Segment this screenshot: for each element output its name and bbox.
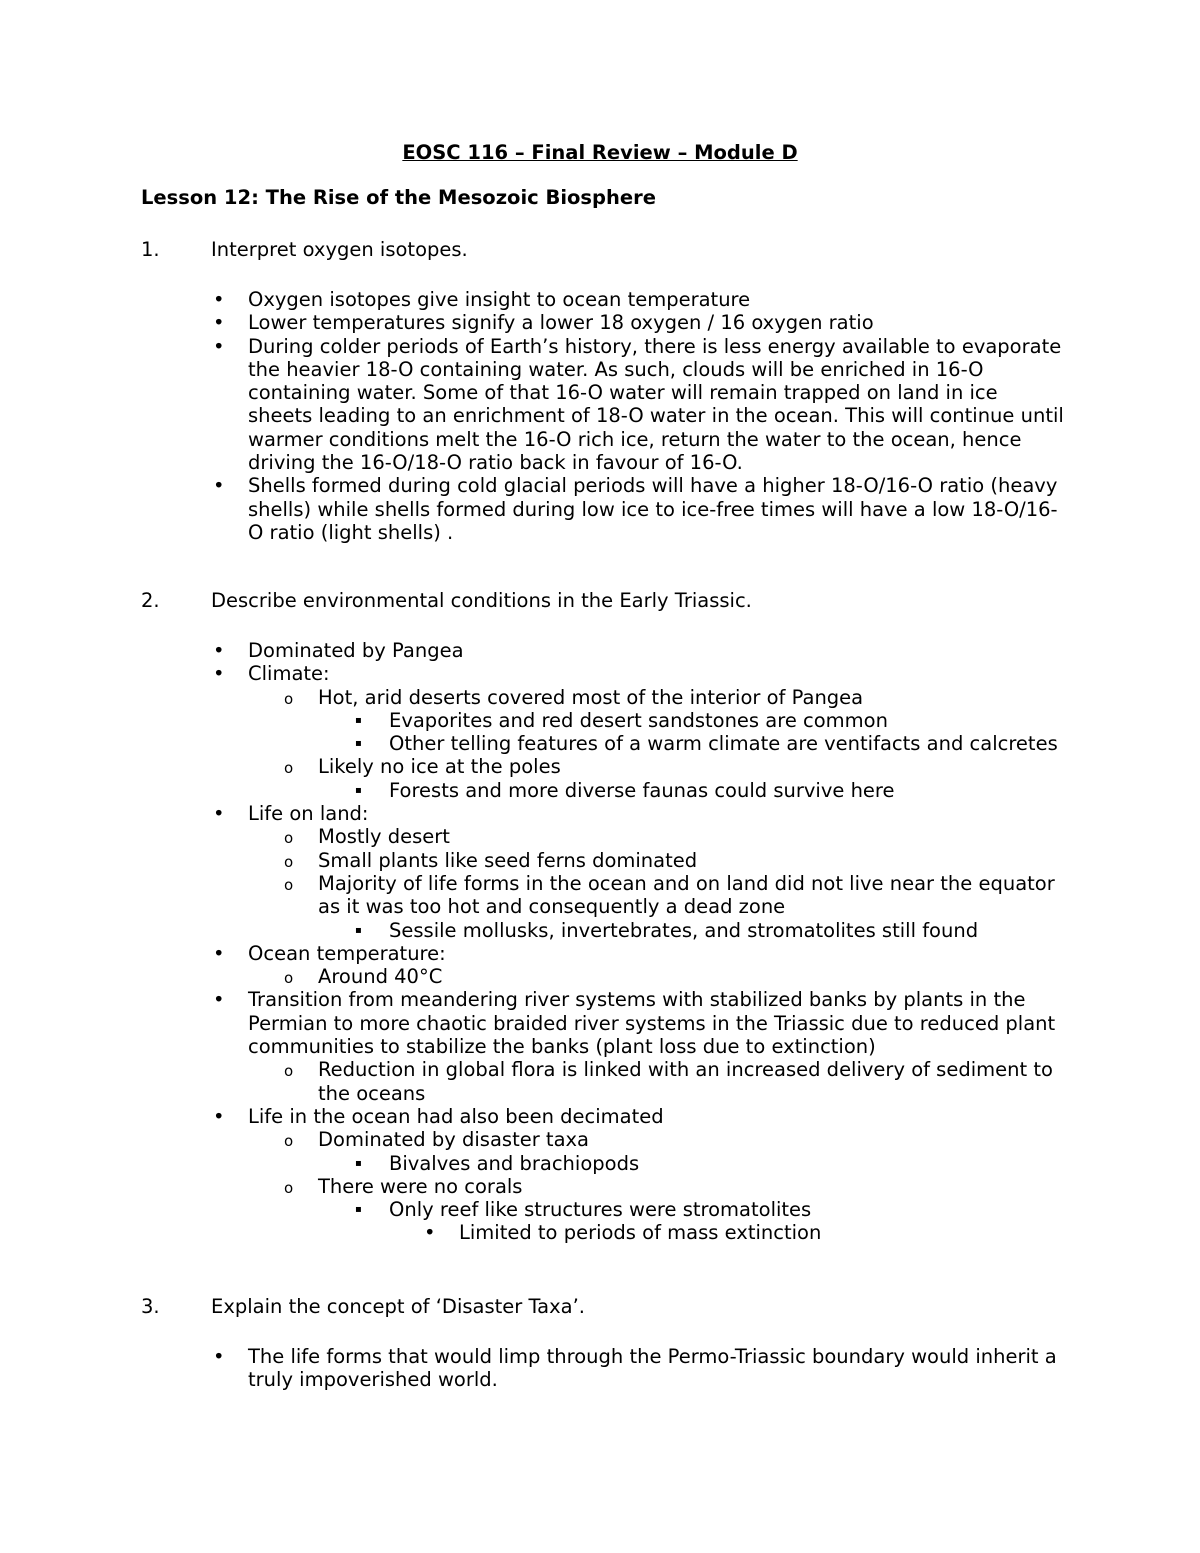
list-item: o Around 40°C bbox=[141, 965, 1064, 988]
list-item: • The life forms that would limp through the Permo-Triassic boundary would inherit a truly impoverished world. bbox=[213, 1345, 1057, 1392]
lesson-heading: Lesson 12: The Rise of the Mesozoic Biosphere bbox=[141, 186, 656, 209]
question-text: Explain the concept of ‘Disaster Taxa’. bbox=[211, 1295, 586, 1318]
bullet-marker: • bbox=[213, 662, 225, 686]
bullet-marker: • bbox=[213, 639, 225, 662]
list-item: o Hot, arid deserts covered most of the interior of Pangea bbox=[141, 686, 1064, 709]
bullet-marker: • bbox=[213, 802, 225, 826]
question-2-answers bbox=[141, 639, 1064, 1245]
question-text: Interpret oxygen isotopes. bbox=[211, 238, 468, 261]
question-number: 2. bbox=[141, 589, 160, 612]
list-item: o There were no corals bbox=[141, 1175, 1064, 1198]
circle-marker: o bbox=[284, 1062, 294, 1081]
list-item: • Life on land: bbox=[213, 802, 369, 826]
list-item: • Climate: bbox=[213, 662, 330, 686]
list-item: • Life in the ocean had also been decimated bbox=[213, 1104, 664, 1128]
circle-marker: o bbox=[284, 689, 294, 708]
question-3-answers bbox=[141, 1345, 1064, 1392]
square-marker: ▪ bbox=[355, 1204, 362, 1216]
list-item: o Dominated by disaster taxa bbox=[141, 1128, 1064, 1151]
list-item: • Lower temperatures signify a lower 18 oxygen / 16 oxygen ratio bbox=[213, 311, 874, 335]
list-item: ▪ Forests and more diverse faunas could survive here bbox=[355, 778, 895, 802]
list-item: o Likely no ice at the poles bbox=[141, 755, 1064, 778]
bullet-marker: • bbox=[213, 474, 225, 498]
list-item: • During colder periods of Earth’s history, there is less energy available to evaporate the heavier 18-O containing water. As such, clouds will be enriched in 16-O containing water. Some of that 16-O water will remain trapped on land in ice sheets leading to an enrichment of 18-O water in the ocean. This will continue until warmer conditions melt the 16-O rich ice, return the water to the ocean, hence driving the 16-O/18-O ratio back in favour of 16-O. bbox=[213, 334, 1064, 475]
list-item: • Dominated by Pangea bbox=[213, 639, 464, 662]
bullet-marker: • bbox=[213, 941, 225, 965]
bullet-marker: • bbox=[213, 1104, 225, 1128]
circle-marker: o bbox=[284, 829, 294, 848]
bullet-marker: • bbox=[424, 1221, 436, 1245]
list-item: o Reduction in global flora is linked with an increased delivery of sediment to the oceans bbox=[284, 1058, 1053, 1105]
list-item: ▪ Bivalves and brachiopods bbox=[355, 1151, 640, 1175]
square-marker: ▪ bbox=[355, 714, 362, 726]
list-item: • Shells formed during cold glacial periods will have a higher 18-O/16-O ratio (heavy shells) while shells formed during low ice to ice-free times will have a low 18-O/16-O ratio (light shells) . bbox=[213, 474, 1058, 544]
list-item: • Oxygen isotopes give insight to ocean temperature bbox=[213, 288, 751, 311]
list-item: ▪ Other telling features of a warm climate are ventifacts and calcretes bbox=[355, 732, 1058, 756]
square-marker: ▪ bbox=[355, 784, 362, 796]
list-item: ▪ Only reef like structures were stromatolites bbox=[355, 1198, 812, 1222]
square-marker: ▪ bbox=[355, 1157, 362, 1169]
list-item: ▪ Sessile mollusks, invertebrates, and stromatolites still found bbox=[355, 918, 979, 942]
question-text: Describe environmental conditions in the Early Triassic. bbox=[211, 589, 752, 612]
list-item: • Limited to periods of mass extinction bbox=[424, 1221, 822, 1245]
circle-marker: o bbox=[284, 852, 294, 871]
bullet-marker: • bbox=[213, 334, 225, 358]
list-item: o Majority of life forms in the ocean and on land did not live near the equator as it was too hot and consequently a dead zone bbox=[284, 871, 1055, 919]
square-marker: ▪ bbox=[355, 924, 362, 936]
square-marker: ▪ bbox=[355, 738, 362, 750]
question-1-answers bbox=[141, 288, 1064, 544]
circle-marker: o bbox=[284, 1132, 294, 1151]
list-item: o Mostly desert bbox=[141, 825, 1064, 848]
list-item: ▪ Evaporites and red desert sandstones are common bbox=[355, 708, 888, 732]
bullet-marker: • bbox=[213, 311, 225, 335]
circle-marker: o bbox=[284, 969, 294, 988]
circle-marker: o bbox=[284, 1178, 294, 1197]
bullet-marker: • bbox=[213, 1345, 225, 1368]
bullet-marker: • bbox=[213, 288, 225, 311]
document-title: EOSC 116 – Final Review – Module D bbox=[402, 141, 798, 164]
list-item: • Ocean temperature: bbox=[213, 941, 446, 965]
circle-marker: o bbox=[284, 759, 294, 778]
list-item: • Transition from meandering river systems with stabilized banks by plants in the Permian to more chaotic braided river systems in the Triassic due to reduced plant communities to stabilize the banks (plant loss due to extinction) bbox=[213, 988, 1056, 1059]
circle-marker: o bbox=[284, 875, 294, 894]
question-number: 3. bbox=[141, 1295, 160, 1318]
question-number: 1. bbox=[141, 238, 160, 261]
bullet-marker: • bbox=[213, 988, 225, 1012]
list-item: o Small plants like seed ferns dominated bbox=[141, 849, 1064, 872]
